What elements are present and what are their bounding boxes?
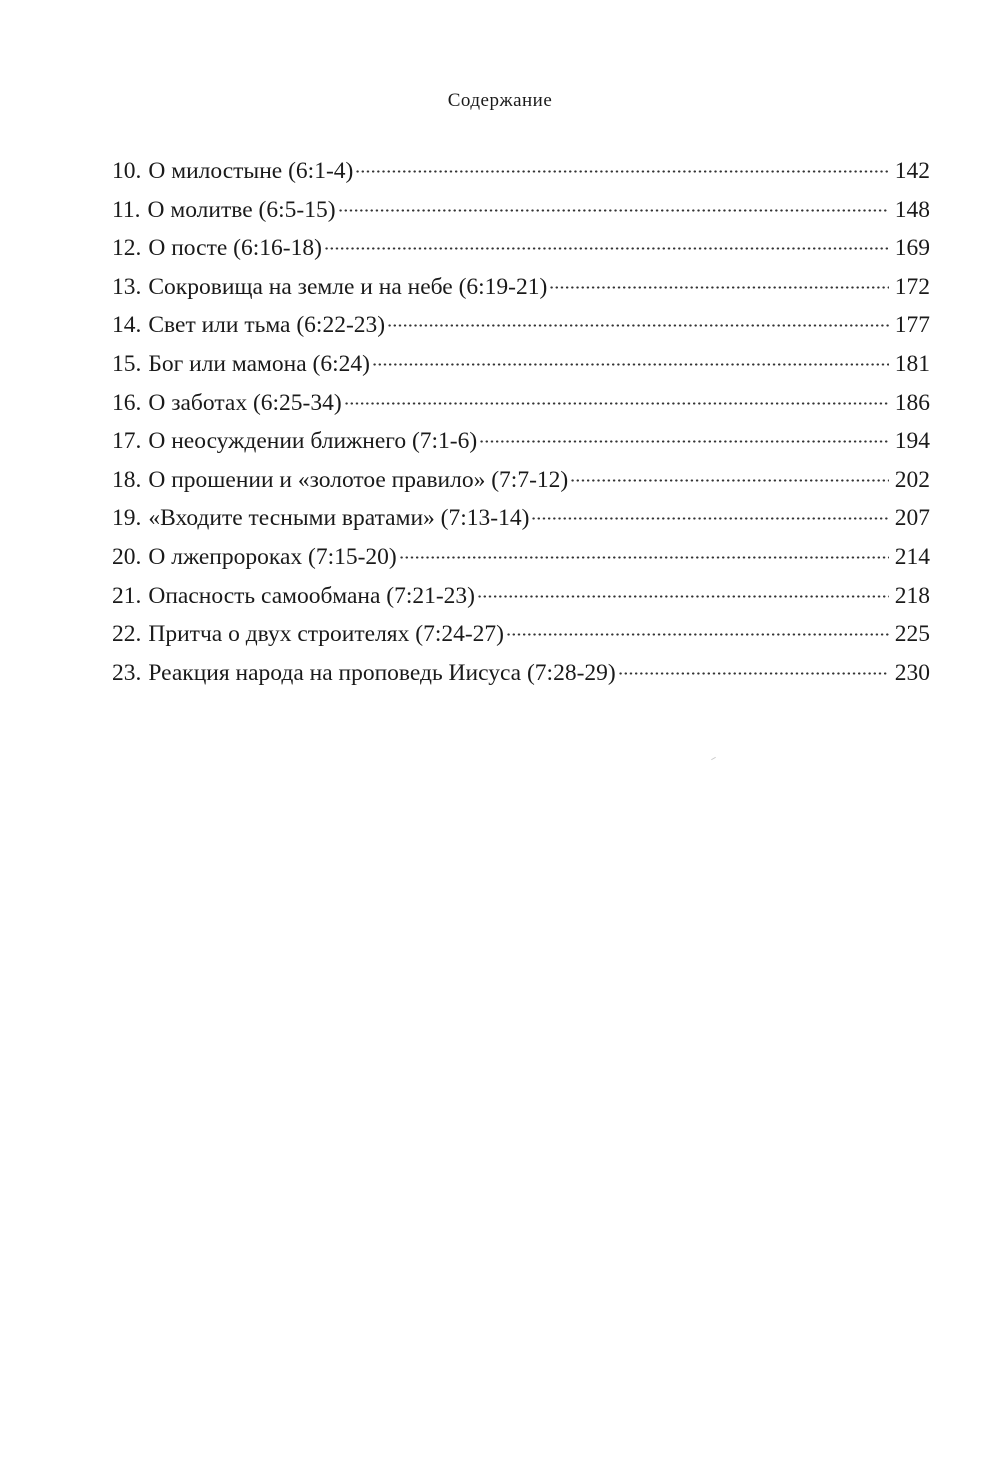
toc-entry-title: О неосуждении ближнего (7:1-6) [148, 428, 478, 455]
toc-entry-page: 172 [894, 273, 930, 300]
toc-entry[interactable] [112, 461, 930, 500]
toc-entry-title: О прошении и «золотое правило» (7:7-12) [148, 466, 569, 493]
toc-entry[interactable] [112, 499, 930, 538]
toc-entry-page: 142 [894, 158, 930, 184]
toc-entry-number: 10. [112, 158, 142, 184]
toc-entry-page: 214 [894, 543, 930, 570]
toc-entry-title: Свет или тьма (6:22-23) [148, 312, 386, 339]
toc-entry-page: 225 [894, 621, 930, 648]
toc-entry-page: 218 [894, 582, 930, 609]
dot-leader [324, 247, 889, 250]
dot-leader [344, 402, 889, 405]
table-of-contents [112, 152, 930, 692]
toc-entry-page: 194 [894, 428, 930, 455]
toc-entry[interactable] [112, 384, 930, 423]
dot-leader [477, 595, 889, 598]
dot-leader [355, 170, 888, 173]
toc-entry-page: 148 [894, 196, 930, 223]
toc-entry-title: Опасность самообмана (7:21-23) [148, 582, 476, 609]
toc-entry-title: О милостыне (6:1-4) [148, 158, 354, 184]
toc-entry-page: 207 [894, 505, 930, 532]
dot-leader [570, 479, 889, 482]
toc-entry-number: 21. [112, 582, 142, 609]
toc-entry-number: 14. [112, 312, 142, 339]
toc-entry[interactable] [112, 268, 930, 307]
dot-leader [338, 209, 889, 212]
running-head: Содержание [447, 90, 553, 111]
toc-entry-title: Притча о двух строителях (7:24-27) [148, 621, 504, 648]
toc-entry-number: 12. [112, 235, 142, 262]
toc-entry-number: 13. [112, 273, 142, 300]
dot-leader [506, 633, 889, 636]
toc-entry-page: 169 [894, 235, 930, 262]
toc-entry-title: О лжепророках (7:15-20) [148, 543, 397, 570]
toc-entry-number: 16. [112, 389, 142, 416]
toc-entry-page: 186 [894, 389, 930, 416]
toc-entry-title: Бог или мамона (6:24) [148, 350, 370, 377]
toc-entry-title: «Входите тесными вратами» (7:13-14) [148, 505, 530, 532]
toc-entry-page: 202 [894, 466, 930, 493]
toc-entry-title: Сокровища на земле и на небе (6:19-21) [148, 273, 548, 300]
toc-entry[interactable] [112, 191, 930, 230]
toc-entry-number: 18. [112, 466, 142, 493]
dot-leader [531, 517, 888, 520]
toc-entry-page: 177 [894, 312, 930, 339]
toc-entry[interactable] [112, 538, 930, 577]
toc-entry-number: 19. [112, 505, 142, 532]
toc-entry-number: 22. [112, 621, 142, 648]
dot-leader [618, 672, 889, 675]
toc-entry[interactable] [112, 345, 930, 384]
toc-entry-number: 17. [112, 428, 142, 455]
dot-leader [479, 440, 889, 443]
toc-entry[interactable] [112, 422, 930, 461]
toc-entry[interactable] [112, 229, 930, 268]
toc-entry-number: 15. [112, 350, 142, 377]
toc-entry-number: 11. [112, 196, 141, 223]
toc-entry-number: 23. [112, 659, 142, 686]
toc-entry[interactable] [112, 306, 930, 345]
toc-entry-title: О заботах (6:25-34) [148, 389, 342, 416]
dot-leader [549, 286, 888, 289]
toc-entry[interactable] [112, 577, 930, 616]
toc-entry-title: О посте (6:16-18) [148, 235, 322, 262]
toc-entry[interactable] [112, 654, 930, 693]
toc-entry-title: Реакция народа на проповедь Иисуса (7:28-29) [148, 659, 616, 686]
dot-leader [399, 556, 889, 559]
paper-speck [711, 757, 716, 760]
toc-entry[interactable] [112, 615, 930, 654]
dot-leader [387, 324, 889, 327]
toc-entry-number: 20. [112, 543, 142, 570]
toc-entry-title: О молитве (6:5-15) [147, 196, 336, 223]
dot-leader [372, 363, 889, 366]
toc-entry-page: 230 [894, 659, 930, 686]
toc-entry[interactable] [112, 152, 930, 191]
toc-entry-page: 181 [894, 350, 930, 377]
